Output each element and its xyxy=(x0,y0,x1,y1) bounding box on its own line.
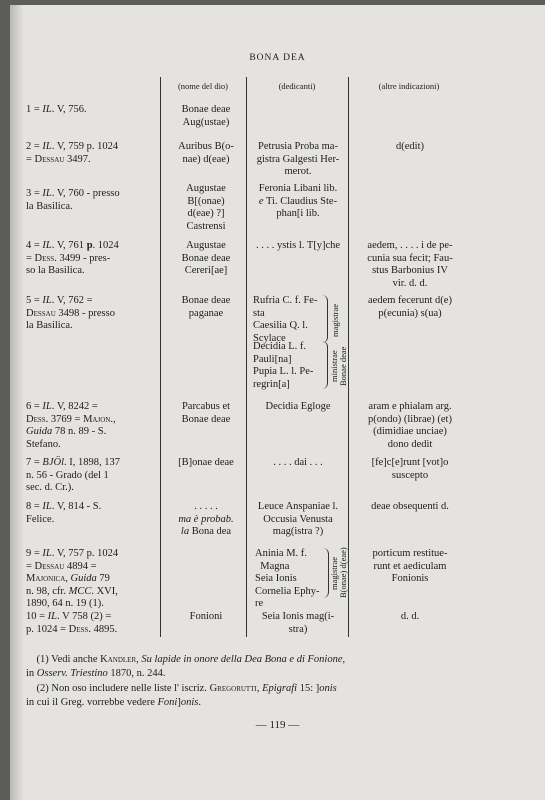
entry-8-reference: 8 = IL. V, 814 - S. Felice. xyxy=(26,501,102,525)
entry-1-god-name: Bonae deae Aug(ustae) xyxy=(181,104,231,128)
entry-5-reference: 5 = IL. V, 762 = Dessau 3498 - presso la Basilica. xyxy=(26,295,115,331)
entry-2-god-name: Auribus B(o- nae) d(eae) xyxy=(178,141,234,165)
page-spine-shadow xyxy=(10,5,24,800)
book-page xyxy=(10,5,545,800)
entry-4-dedicants: . . . . ystis l. T[y]che xyxy=(255,240,341,251)
entry-10-dedicants: Seia Ionis mag(i- stra) xyxy=(261,611,335,635)
brace-ministrae xyxy=(322,341,328,389)
column-header-altre: (altre indicazioni) xyxy=(378,81,440,91)
column-header-nome: (nome del dio) xyxy=(177,81,229,91)
entry-9-dedicants: Aninia M. f. Magna Seia Ionis Cornelia Ephy- re xyxy=(255,548,320,609)
entry-4-reference: 4 = IL. V, 761 p. 1024 = Dess. 3499 - pres- so la Basilica. xyxy=(26,240,119,276)
entry-5-magistrae-label: magistrae xyxy=(330,303,340,337)
entry-3-god-name: Augustae B[(onae) d(eae) ?] Castrensi xyxy=(186,183,226,232)
entry-8-other: deae obsequenti d. xyxy=(371,501,449,512)
entry-5-magistrae-names: Rufria C. f. Fe- sta Caesilia Q. l. Scylace xyxy=(253,295,318,344)
entry-10-reference: 10 = IL. V 758 (2) = p. 1024 = Dess. 4895. xyxy=(26,611,118,635)
column-header-dedicanti: (dedicanti) xyxy=(278,81,316,91)
entry-7-reference: 7 = BJÖl. I, 1898, 137 n. 56 - Grado (del 1 sec. d. Cr.). xyxy=(26,457,120,493)
entry-2-reference: 2 = IL. V, 759 p. 1024 = Dessau 3497. xyxy=(26,141,119,165)
entry-5-other: aedem fecerunt d(e) p(ecunia) s(ua) xyxy=(368,295,452,319)
column-rule-1 xyxy=(160,77,161,637)
entry-4-god-name: Augustae Bonae deae Cereri[ae] xyxy=(181,240,231,276)
entry-3-reference: 3 = IL. V, 760 - presso la Basilica. xyxy=(26,188,120,212)
entry-7-god-name: [B]onae deae xyxy=(178,457,234,468)
column-rule-3 xyxy=(348,77,349,637)
entry-1-reference: 1 = IL. V, 756. xyxy=(26,104,87,115)
entry-4-other: aedem, . . . . i de pe- cunia sua fecit; Fau- stus Barbonius IV vir. d. d. xyxy=(367,240,453,289)
entry-2-other: d(edit) xyxy=(396,141,424,152)
entry-9-magistrae-label: magistrae B(onae) d(eae) xyxy=(329,547,348,599)
entry-10-other: d. d. xyxy=(400,611,420,622)
entry-9-other: porticum restitue- runt et aediculam Fonionis xyxy=(372,548,448,584)
entry-6-other: aram e phialam arg. p(ondo) (librae) (et) (dimidiae unciae) dono dedit xyxy=(368,401,452,450)
entry-6-reference: 6 = IL. V, 8242 = Dess. 3769 = Majon., Guida 78 n. 89 - S. Stefano. xyxy=(26,401,116,450)
entry-2-dedicants: Petrusia Proba ma- gistra Galgesti Her- merot. xyxy=(256,141,340,177)
entry-8-dedicants: Leuce Anspaniae l. Occusia Venusta mag(istra ?) xyxy=(257,501,339,537)
entry-5-ministrae-names: Decidia L. f. Pauli[na] Pupia L. l. Pe- regrin[a] xyxy=(253,341,314,390)
entry-5-god-name: Bonae deae paganae xyxy=(181,295,231,319)
page-number: — 119 — xyxy=(255,719,300,731)
footnote-1: (1) Vedi anche Kandler, Su lapide in onore della Dea Bona e di Fonione, in Osserv. Triestino 1870, n. 244. xyxy=(26,654,346,679)
entry-6-dedicants: Decidia Egloge xyxy=(265,401,331,412)
entry-5-ministrae-label: ministrae Bonae deae xyxy=(329,346,348,386)
footnote-2: (2) Non oso includere nelle liste l' iscriz. Gregorutti, Epigrafi 15: ]onis in cui il Greg. vorrebbe vedere Foni]onis. xyxy=(26,683,337,708)
running-header: BONA DEA xyxy=(249,53,306,63)
entry-6-god-name: Parcabus et Bonae deae xyxy=(181,401,231,425)
entry-3-dedicants: Feronia Libani lib. e Ti. Claudius Ste- phan[i lib. xyxy=(258,183,338,219)
entry-7-dedicants: . . . . dai . . . xyxy=(273,457,323,468)
entry-9-reference: 9 = IL. V, 757 p. 1024 = Dessau 4894 = Majonica, Guida 79 n. 98, cfr. MCC. XVI, 1890, 64 n. 19 (1). xyxy=(26,548,119,609)
brace-magistrae xyxy=(322,295,328,343)
entry-10-god-name: Fonioni xyxy=(189,611,223,622)
entry-8-god-name: . . . . . ma è probab. la Bona dea xyxy=(178,501,234,537)
entry-7-other: [fe]c[e]runt [vot]o suscepto xyxy=(371,457,449,481)
